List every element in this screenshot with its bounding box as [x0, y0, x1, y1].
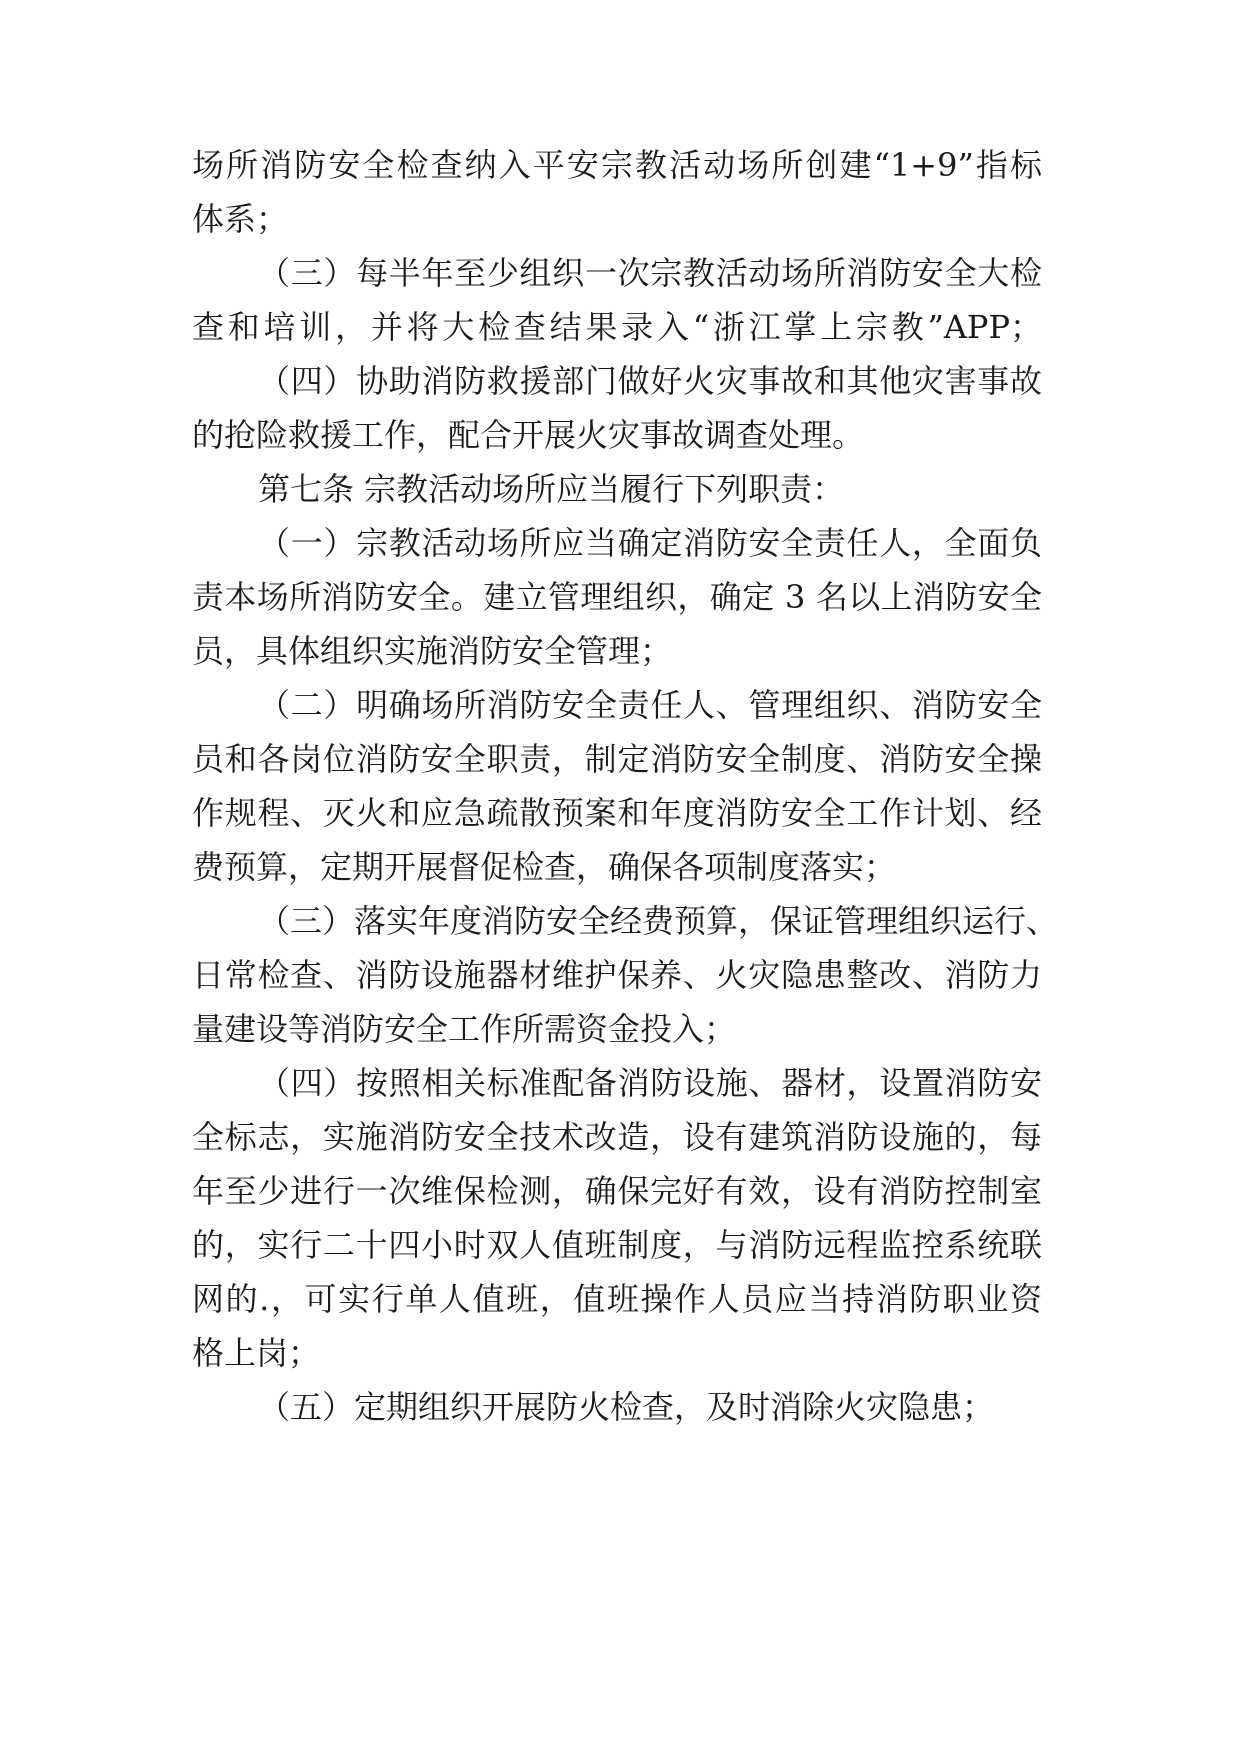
text-line: （五）定期组织开展防火检查，及时消除火灾隐患；: [258, 1388, 995, 1426]
text-line: 的，实行二十四小时双人值班制度，与消防远程监控系统联: [192, 1226, 1042, 1264]
text-line: 费预算，定期开展督促检查，确保各项制度落实；: [192, 848, 897, 886]
text-line: （四）协助消防救援部门做好火灾事故和其他灾害事故: [258, 362, 1042, 400]
text-line: 查和培训，并将大检查结果录入“浙江掌上宗教”APP；: [192, 308, 1042, 346]
text-line: 日常检查、消防设施器材维护保养、火灾隐患整改、消防力: [192, 956, 1042, 994]
text-line: （四）按照相关标准配备消防设施、器材，设置消防安: [258, 1064, 1042, 1102]
text-line: 员和各岗位消防安全职责，制定消防安全制度、消防安全操: [192, 740, 1042, 778]
text-line: （三）每半年至少组织一次宗教活动场所消防安全大检: [258, 254, 1042, 292]
text-line: （二）明确场所消防安全责任人、管理组织、消防安全: [258, 686, 1042, 724]
text-line: 网的.，可实行单人值班，值班操作人员应当持消防职业资: [192, 1280, 1042, 1318]
text-line: 量建设等消防安全工作所需资金投入；: [192, 1010, 737, 1048]
text-line: 作规程、灭火和应急疏散预案和年度消防安全工作计划、经: [192, 794, 1042, 832]
text-line: 员，具体组织实施消防安全管理；: [192, 632, 673, 670]
text-line: 场所消防安全检查纳入平安宗教活动场所创建“1+9”指标: [192, 146, 1042, 184]
text-line: （一）宗教活动场所应当确定消防安全责任人，全面负: [258, 524, 1042, 562]
text-line: 的抢险救援工作，配合开展火灾事故调查处理。: [192, 416, 865, 454]
section-heading: 第七条 宗教活动场所应当履行下列职责：: [258, 470, 845, 508]
text-line: 全标志，实施消防安全技术改造，设有建筑消防设施的，每: [192, 1118, 1042, 1156]
text-line: 责本场所消防安全。建立管理组织，确定 3 名以上消防安全: [192, 578, 1042, 616]
text-line: 年至少进行一次维保检测，确保完好有效，设有消防控制室: [192, 1172, 1042, 1210]
text-line: 格上岗；: [192, 1334, 321, 1372]
text-line: （三）落实年度消防安全经费预算，保证管理组织运行、: [258, 902, 1059, 940]
text-line: 体系；: [192, 200, 289, 238]
